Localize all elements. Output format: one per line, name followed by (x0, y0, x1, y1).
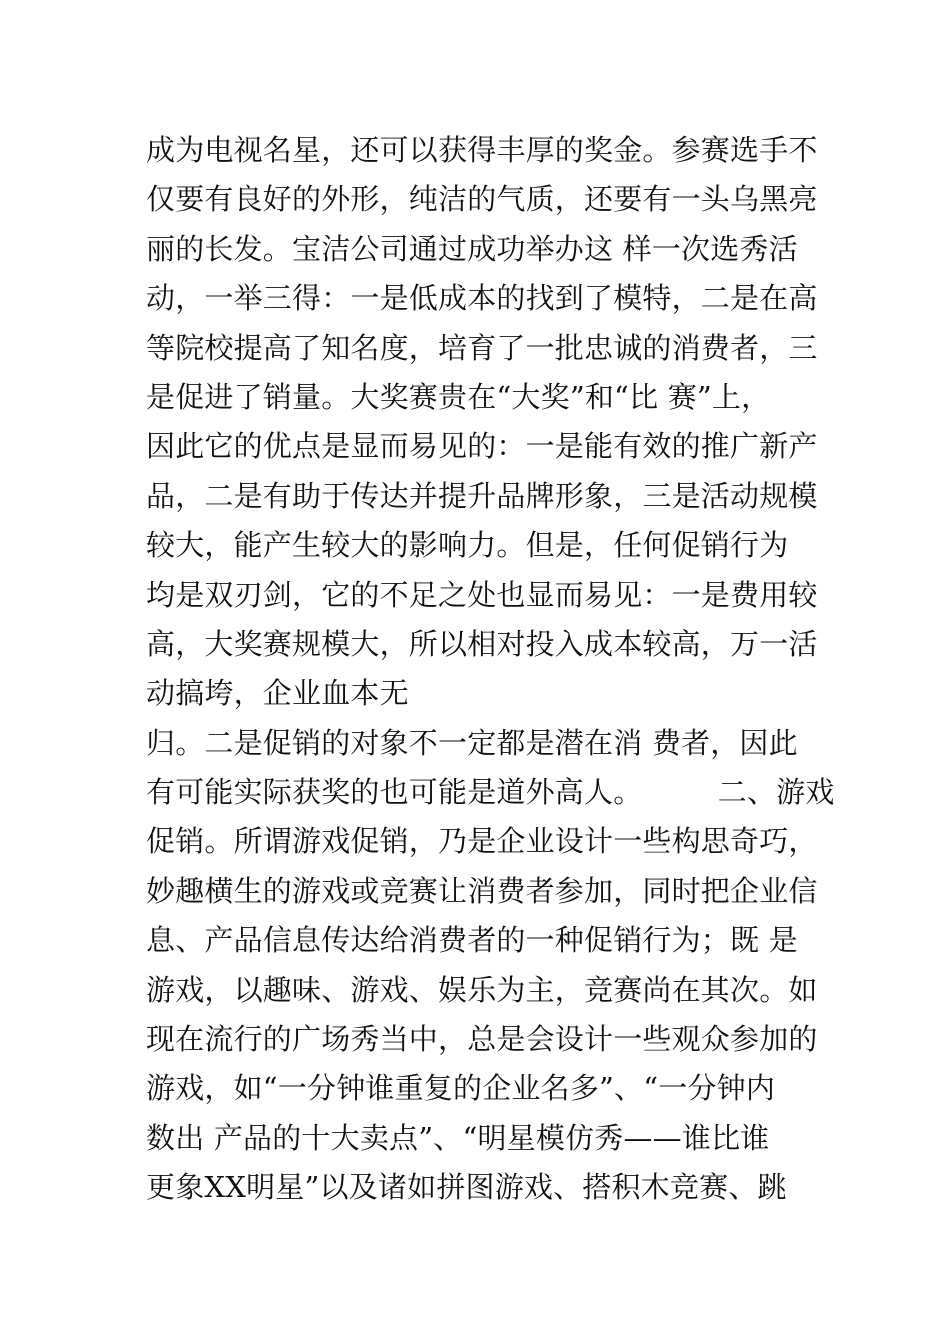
text-line: 数出 产品的十大卖点”、“明星模仿秀——谁比谁 (146, 1120, 770, 1155)
text-line: 较大，能产生较大的影响力。但是，任何促销行为 (146, 528, 789, 563)
text-line: 成为电视名星，还可以获得丰厚的奖金。参赛选手不 (146, 133, 818, 167)
text-line: 促销。所谓游戏促销，乃是企业设计一些构思奇巧， (146, 824, 818, 859)
text-line: 是促进了销量。大奖赛贵在“大奖”和“比 赛”上， (146, 379, 771, 414)
text-line: 动，一举三得：一是低成本的找到了模特，二是在高 (146, 281, 818, 316)
text-line: 现在流行的广场秀当中，总是会设计一些观众参加的 (146, 1022, 818, 1057)
text-line: 归。二是促销的对象不一定都是潜在消 费者，因此 (146, 725, 798, 760)
text-line: 高，大奖赛规模大，所以相对投入成本较高，万一活 (146, 626, 818, 661)
text-line: 因此它的优点是显而易见的：一是能有效的推广新产 (146, 429, 818, 464)
text-line: 动搞垮，企业血本无 (146, 676, 409, 711)
text-line: 均是双刃剑，它的不足之处也显而易见：一是费用较 (146, 577, 818, 612)
text-line: 息、产品信息传达给消费者的一种促销行为；既 是 (146, 923, 798, 958)
text-line: 品，二是有助于传达并提升品牌形象，三是活动规模 (146, 478, 818, 513)
text-line: 有可能实际获奖的也可能是道外高人。 二、游戏 (146, 775, 835, 810)
text-line: 游戏，以趣味、游戏、娱乐为主，竞赛尚在其次。如 (146, 972, 818, 1007)
body-text (146, 126, 835, 1213)
text-line: 妙趣横生的游戏或竞赛让消费者参加，同时把企业信 (146, 873, 818, 908)
text-line: 等院校提高了知名度，培育了一批忠诚的消费者，三 (146, 330, 818, 365)
text-line: 丽的长发。宝洁公司通过成功举办这 样一次选秀活 (146, 231, 798, 266)
text-line: 仅要有良好的外形，纯洁的气质，还要有一头乌黑亮 (146, 182, 818, 217)
text-line: 更象XX明星”以及诸如拼图游戏、搭积木竞赛、跳 (146, 1170, 787, 1205)
text-line: 游戏，如“一分钟谁重复的企业名多”、“一分钟内 (146, 1071, 776, 1106)
